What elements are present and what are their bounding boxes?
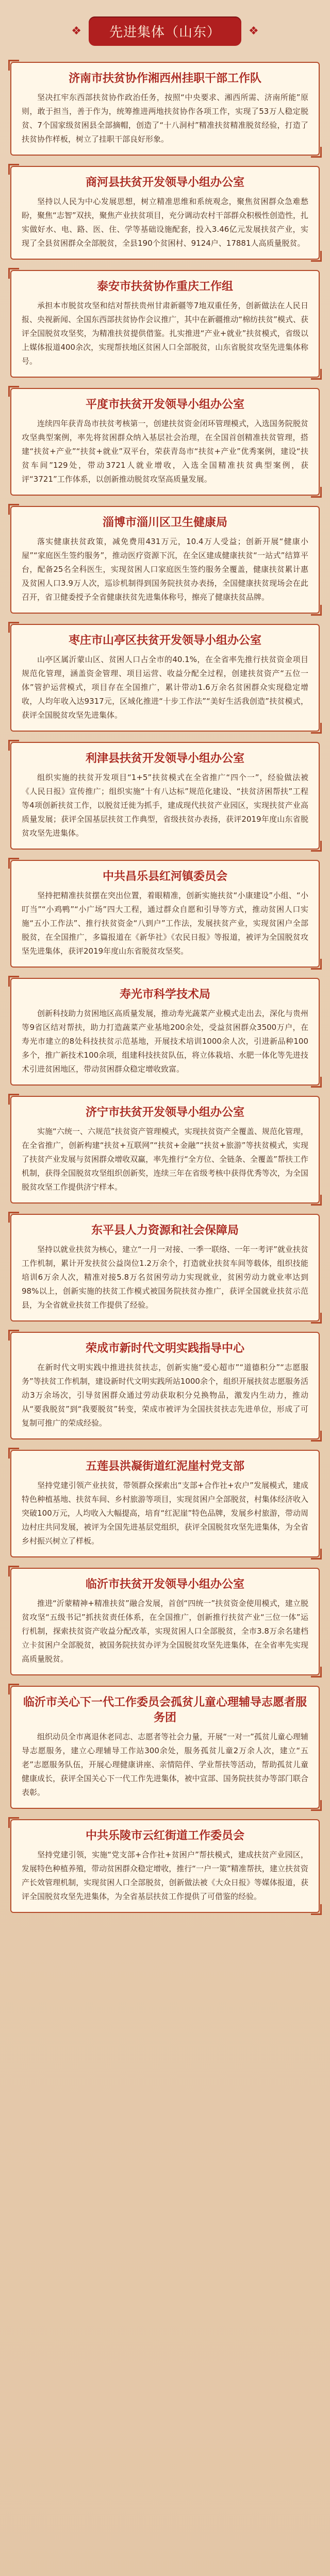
- award-card: [10, 270, 320, 378]
- page-title: 先进集体（山东）: [89, 16, 241, 46]
- award-card: [10, 1686, 320, 1809]
- award-description: 坚持以就业扶贫为核心，建立“一月一对接、一季一联络、一年一考评”就业扶贫工作机制，累计开发扶贫公益岗位1.2万余个，打造就业扶贫车间等载体，组织技能培训6万余人次，精准对接5.8万名贫困劳动力实现就业，贫困劳动力就业率达到98%以上，创新实施的扶贫工作模式被国务院扶贫办推广，获评全国就业扶贫示范县，为全省就业扶贫工作提供了经验。: [22, 1245, 308, 1310]
- award-card: [10, 1332, 320, 1439]
- award-title: 利津县扶贫开发领导小组办公室: [85, 752, 244, 765]
- award-title: 东平县人力资源和社会保障局: [91, 1224, 239, 1237]
- award-description: 山亭区属沂蒙山区、贫困人口占全市的40.1%，在全省率先推行扶贫资金项目规范化管理，涵盖资金管理、项目运营、收益分配全过程，创建扶贫资产“五位一体”管护运营模式，项目存在全国推广，累计带动1.6万余名贫困群众实现稳定增收，人均年收入达9317元，区域化推进“十步工作法”“美好生活我创造”扶贫模式，获评全国脱贫攻坚先进集体。: [22, 655, 308, 720]
- award-card: [10, 166, 320, 260]
- award-card: [10, 62, 320, 156]
- award-title: 商河县扶贫开发领导小组办公室: [85, 176, 244, 189]
- award-card: [10, 1568, 320, 1675]
- award-title: 临沂市关心下一代工作委员会孤贫儿童心理辅导志愿者服务团: [23, 1696, 307, 1724]
- award-card: [10, 1450, 320, 1557]
- award-description: 坚持以人民为中心发展思想，树立精准思维和系统观念，聚焦贫困群众急难愁盼，聚焦“志智”双扶，聚焦产业扶贫项目，充分调动农村干部群众积极性创造性，扎实做好水、电、路、医、住、学等基础设施配套，投入3.46亿元发展扶贫产业，实现了全县贫困群众全部脱贫，全县190个贫困村、9124户、17881人高质量脱贫。: [22, 197, 308, 248]
- award-title: 荣成市新时代文明实践指导中心: [85, 1342, 244, 1355]
- header: [0, 0, 330, 62]
- award-description: 坚决扛牢东西部扶贫协作政治任务，按照“中央要求、湘西所需、济南所能”原则，敢于担当，善于作为，统筹推进两地扶贫协作各项工作，实现了53万人稳定脱贫、7个国家级贫困县全部摘帽，创造了“十八洞村”精准扶贫精准脱贫经验，打造了扶贫协作样板，树立了挂职干部良好形象。: [22, 93, 308, 144]
- award-card: [10, 1819, 320, 1913]
- award-card: [10, 624, 320, 732]
- award-description: 创新科技助力贫困地区高质量发展，推动寿光蔬菜产业模式走出去，深化与贵州等9省区结对帮扶，助力打造蔬菜产业基地200余处，受益贫困群众3500万户，在寿光市建立的8处科技扶贫示范基地，开展技术培训1000余人次，引进新品种100多个，推广新技术100余项，组建科技扶贫队伍，将立体栽培、水肥一体化等先进技术引进贫困地区，带动贫困群众稳定增收致富。: [22, 1009, 308, 1074]
- award-card: [10, 388, 320, 496]
- award-title: 临沂市扶贫开发领导小组办公室: [85, 1578, 244, 1591]
- award-description: 落实健康扶贫政策，减免费用431万元，10.4万人受益；创新开展“健康小屋”“家庭医生签约服务”，推动医疗资源下沉，在全区建成健康扶贫“一站式”结算平台，配备25名全科医生，实现贫困人口家庭医生签约服务全覆盖，健康扶贫累计惠及贫困人口3.9万人次，巡诊机制得到国务院扶贫办表扬，全国健康扶贫现场会在此召开，省卫健委授予全省健康扶贫先进集体称号，擦亮了健康扶贫品牌。: [22, 537, 308, 602]
- award-card: [10, 1096, 320, 1204]
- award-description: 组织动员全市离退休老同志、志愿者等社会力量，开展“一对一”孤贫儿童心理辅导志愿服务，建立心理辅导工作站300余处，服务孤贫儿童2万余人次，建立“五老”志愿服务队伍，开展心理健康讲座、亲情陪伴、学业帮扶等活动，帮助孤贫儿童健康成长，获评全国关心下一代工作先进集体，被中宣部、国务院扶贫办等部门联合表彰。: [22, 1732, 308, 1797]
- award-card: [10, 1214, 320, 1321]
- award-title: 中共昌乐县红河镇委员会: [102, 870, 227, 883]
- award-card: [10, 506, 320, 614]
- award-card: [10, 742, 320, 850]
- award-description: 组织实施的扶贫开发项目“1+5”扶贫模式在全省推广“四个一”，经验做法被《人民日报》宣传推广；组织实施“十有八达标”规范化建设、“扶贫济困帮扶”工程等4项创新扶贫工作，以脱贫迁徙为抓手，建成现代扶贫产业园区，实现扶贫产业高质量发展；获评全国基层扶贫工作典型，省级扶贫办表扬，获评2019年度山东省脱贫攻坚先进集体。: [22, 773, 308, 838]
- award-card: [10, 978, 320, 1086]
- award-description: 承担本市脱贫攻坚和结对帮扶贵州甘肃新疆等7地双重任务，创新做法在人民日报、央视新闻、全国东西部扶贫协作会议推广，其中在新疆推动“棉纺扶贫”模式、获评全国脱贫攻坚奖，为精准扶贫提供借鉴。扎实推进“产业+就业”扶贫模式，省级以上媒体报道400余次，实现帮扶地区贫困人口全部脱贫，山东省脱贫攻坚先进集体称号。: [22, 301, 308, 366]
- award-description: 在新时代文明实践中推进扶贫扶志，创新实施“爱心超市”“道德积分”“志愿服务”等扶贫工作机制，建设新时代文明实践所站1000余个，组织开展扶贫志愿服务活动3万余场次，引导贫困群众通过劳动获取积分兑换物品，激发内生动力，推动从“要我脱贫”到“我要脱贫”转变，荣成市被评为全国扶贫扶志先进单位，形成了可复制可推广的荣成经验。: [22, 1363, 308, 1428]
- award-description: 坚持把精准扶贫摆在突出位置，着眼精准，创新实施扶贫“小康建设”小组、“小叮当”“小鸡鸭”“小广场”四大工程，通过群众自愿和引导等方式，推动贫困人口实施“五小工作法”、推行扶贫资金“八到户”工作法，发展扶贫产业，实现贫困户全部脱贫，在全国推广，多篇报道在《新华社》《农民日报》等报道，被评为全国脱贫攻坚先进集体，获评2019年度山东省脱贫攻坚奖。: [22, 891, 308, 956]
- award-title: 平度市扶贫开发领导小组办公室: [85, 398, 244, 411]
- award-title: 寿光市科学技术局: [119, 988, 210, 1001]
- left-ornament-icon: ❖: [71, 24, 81, 38]
- award-title: 泰安市扶贫协作重庆工作组: [96, 280, 233, 293]
- award-title: 济南市扶贫协作湘西州挂职干部工作队: [68, 72, 261, 85]
- award-description: 推进“沂蒙精神+精准扶贫”融合发展，首创“四统一”扶贫资金使用模式，建立脱贫攻坚“五级书记”抓扶贫责任体系，在全国推广，创新推行扶贫产业“三位一体”运行机制，探索扶贫资产收益分配改革，实现贫困人口全部脱贫，全市3.8万余名建档立卡贫困户全部脱贫，被国务院扶贫办评为全国脱贫攻坚先进集体，在全省率先实现高质量脱贫。: [22, 1599, 308, 1664]
- award-description: 坚持党建引领产业扶贫，带领群众探索出“支部+合作社+农户”发展模式，建成特色种植基地、扶贫车间、乡村旅游等项目，实现贫困户全部脱贫，村集体经济收入突破100万元，人均收入大幅提高，培育“红泥崖”特色品牌，发展乡村旅游，带动周边村庄共同发展，被评为全国先进基层党组织，获评全国脱贫攻坚先进集体，为全省乡村振兴树立了样板。: [22, 1481, 308, 1546]
- award-description: 连续四年获青岛市扶贫考核第一，创建扶贫资金闭环管理模式，入选国务院脱贫攻坚典型案例，率先将贫困群众纳入基层社会治理，在全国首创精准扶贫管理，搭建“扶贫+产业”“扶贫+就业”双平台，荣获青岛市“扶贫+产业”优秀案例，建设“扶贫车间”129处，带动3721人就业增收，入选全国精准扶贫典型案例，获评“3721”工作体系，以创新推动脱贫攻坚高质量发展。: [22, 419, 308, 484]
- award-card: [10, 860, 320, 968]
- award-title: 淄博市淄川区卫生健康局: [102, 516, 227, 529]
- award-title: 济宁市扶贫开发领导小组办公室: [85, 1106, 244, 1119]
- award-title: 枣庄市山亭区扶贫开发领导小组办公室: [68, 634, 261, 647]
- footer-spacer: [10, 1923, 320, 1944]
- award-description: 坚持党建引领，实施“党支部+合作社+贫困户”帮扶模式，建成扶贫产业园区，发展特色种植养殖，带动贫困群众稳定增收，推行“一户一策”精准帮扶，建立扶贫资产长效管理机制，实现贫困人口全部脱贫，创新做法被《大众日报》等媒体报道，获评全国脱贫攻坚先进集体，为全省基层扶贫工作提供了可借鉴的经验。: [22, 1850, 308, 1901]
- award-title: 五莲县洪凝街道红泥崖村党支部: [85, 1460, 244, 1473]
- award-list: [10, 62, 320, 1944]
- right-ornament-icon: ❖: [249, 24, 259, 38]
- award-title: 中共乐陵市云红街道工作委员会: [85, 1829, 244, 1842]
- award-description: 实施“六统一、六规范”扶贫资产管理模式，实现扶贫资产全覆盖、规范化管理，在全省推广，创新构建“扶贫+互联网”“扶贫+金融”“扶贫+旅游”等扶贫模式，实现了扶贫产业发展与贫困群众增收双赢，率先推行“全方位、全链条、全覆盖”帮扶工作机制，获得全国脱贫攻坚组织创新奖，连续三年在省级考核中获得优秀等次，为全国脱贫攻坚工作提供济宁样本。: [22, 1127, 308, 1192]
